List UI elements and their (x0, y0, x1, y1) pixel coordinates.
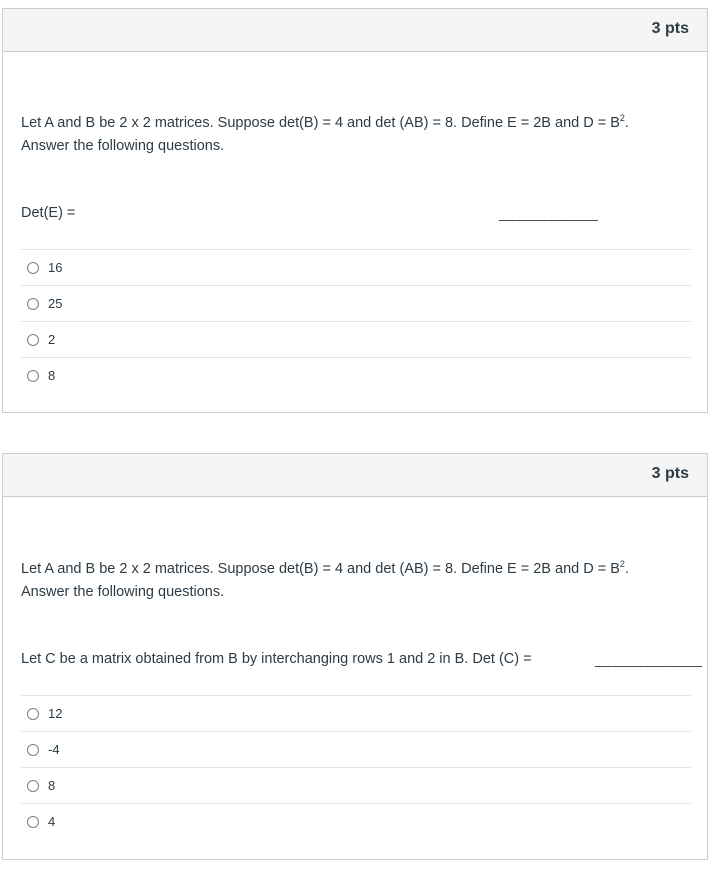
question-prompt-row (21, 205, 691, 221)
question-text-main: Let A and B be 2 x 2 matrices. Suppose det(B) = 4 and det (AB) = 8. Define E = 2B and D = B (21, 115, 620, 131)
radio-button[interactable] (27, 708, 39, 720)
question-header (3, 454, 707, 497)
radio-button[interactable] (27, 298, 39, 310)
answer-label: -4 (48, 742, 60, 757)
answer-label: 8 (48, 368, 56, 383)
question-text (21, 112, 691, 158)
answer-label: 25 (48, 296, 63, 311)
answer-option[interactable] (21, 695, 691, 731)
answer-option[interactable] (21, 357, 691, 393)
radio-button[interactable] (27, 816, 39, 828)
superscript: 2 (619, 559, 625, 569)
question-prompt-row (21, 651, 703, 667)
answer-label: 16 (48, 260, 63, 275)
answer-option[interactable] (21, 731, 691, 767)
question-text-line2: Answer the following questions. (21, 584, 225, 600)
answer-option[interactable] (21, 285, 691, 321)
radio-button[interactable] (27, 780, 39, 792)
question-text-end: . (624, 561, 629, 577)
answer-blank: ____________ (499, 205, 599, 221)
answer-label: 12 (48, 706, 63, 721)
answer-option[interactable] (21, 767, 691, 803)
answer-option[interactable] (21, 249, 691, 285)
answer-list (21, 249, 691, 393)
question-prompt: Let C be a matrix obtained from B by interchanging rows 1 and 2 in B. Det (C) = (21, 651, 532, 667)
answer-option[interactable] (21, 321, 691, 357)
question-text-end: . (624, 115, 629, 131)
question-header (3, 9, 707, 52)
answer-label: 8 (48, 778, 56, 793)
radio-button[interactable] (27, 744, 39, 756)
radio-button[interactable] (27, 262, 39, 274)
question-text-line2: Answer the following questions. (21, 138, 225, 154)
answer-list (21, 695, 691, 839)
question-card-1 (2, 8, 708, 413)
question-text (21, 558, 691, 604)
radio-button[interactable] (27, 334, 39, 346)
question-prompt: Det(E) = (21, 205, 76, 221)
question-card-2 (2, 453, 708, 860)
question-text-main: Let A and B be 2 x 2 matrices. Suppose det(B) = 4 and det (AB) = 8. Define E = 2B and D = B (21, 561, 620, 577)
question-points: 3 pts (651, 465, 689, 482)
superscript: 2 (619, 113, 625, 123)
question-points: 3 pts (651, 20, 689, 37)
answer-label: 4 (48, 814, 56, 829)
answer-label: 2 (48, 332, 56, 347)
answer-blank: _____________ (595, 651, 703, 667)
answer-option[interactable] (21, 803, 691, 839)
radio-button[interactable] (27, 370, 39, 382)
